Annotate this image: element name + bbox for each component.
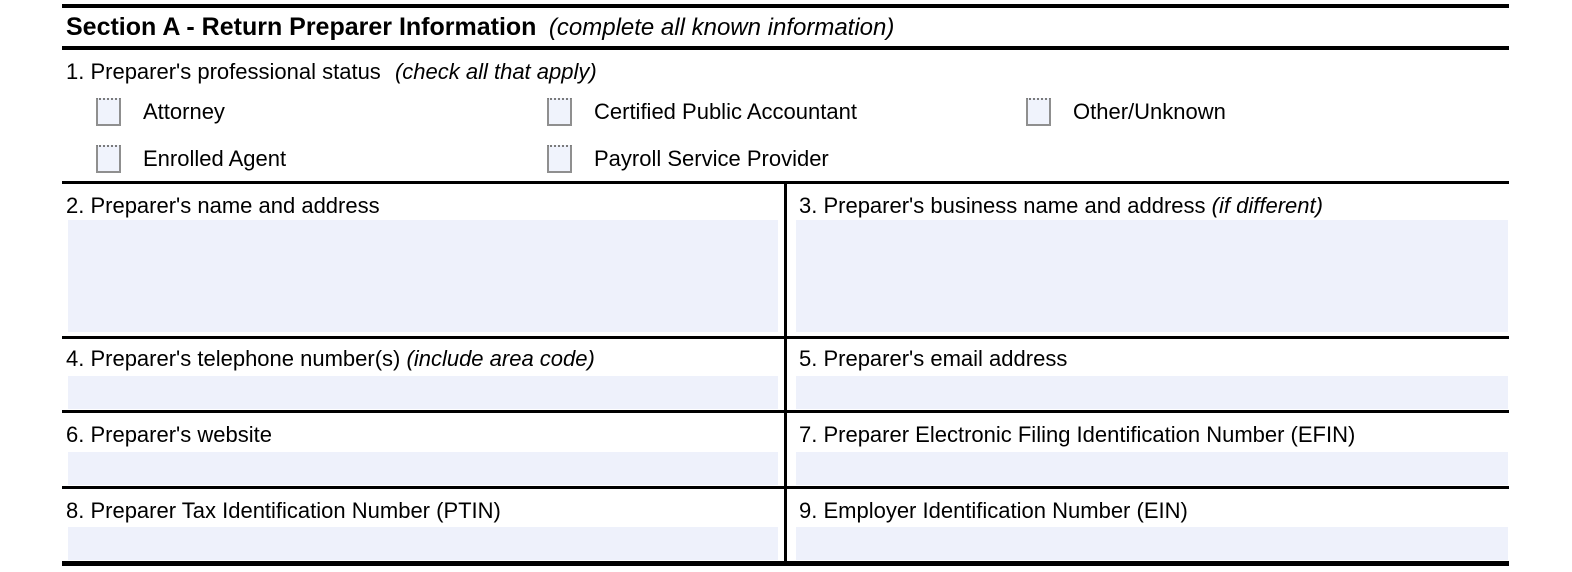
checkbox-option-other-unknown — [1026, 98, 1226, 126]
field-8-label-text: 8. Preparer Tax Identification Number (PTIN) — [66, 498, 501, 523]
header-rule — [62, 46, 1509, 50]
field-7-label — [799, 422, 1355, 448]
preparer-telephone-input[interactable] — [68, 376, 778, 409]
field-7-label-text: 7. Preparer Electronic Filing Identification Number (EFIN) — [799, 422, 1356, 447]
section-header — [66, 13, 894, 42]
preparer-business-name-address-input[interactable] — [796, 220, 1508, 332]
field-6-label — [66, 422, 272, 448]
other-unknown-checkbox[interactable] — [1026, 98, 1051, 126]
field-3-label — [799, 193, 1323, 219]
field-4-label-text: 4. Preparer's telephone number(s) — [66, 346, 401, 371]
row-separator-2 — [62, 336, 1509, 339]
payroll-service-provider-checkbox[interactable] — [547, 145, 572, 173]
checkbox-option-certified-public-accountant — [547, 98, 857, 126]
question1-hint: (check all that apply) — [394, 59, 597, 84]
field-5-label — [799, 346, 1067, 372]
top-rule — [62, 4, 1509, 8]
other-unknown-checkbox-label: Other/Unknown — [1073, 99, 1226, 124]
certified-public-accountant-checkbox[interactable] — [547, 98, 572, 126]
field-9-label — [799, 498, 1188, 524]
field-2-label — [66, 193, 380, 219]
attorney-checkbox-label: Attorney — [143, 99, 225, 124]
enrolled-agent-checkbox[interactable] — [96, 145, 121, 173]
field-4-label — [66, 346, 595, 372]
certified-public-accountant-checkbox-label: Certified Public Accountant — [594, 99, 857, 124]
section-subtitle: (complete all known information) — [548, 14, 895, 41]
preparer-ptin-input[interactable] — [68, 527, 778, 560]
preparer-name-address-input[interactable] — [68, 220, 778, 332]
bottom-rule — [62, 561, 1509, 566]
field-5-label-text: 5. Preparer's email address — [799, 346, 1068, 371]
field-8-label — [66, 498, 501, 524]
field-3-label-text: 3. Preparer's business name and address — [799, 193, 1206, 218]
question1-label: 1. Preparer's professional status — [66, 59, 381, 84]
checkbox-option-attorney — [96, 98, 225, 126]
column-divider — [784, 182, 787, 566]
preparer-email-input[interactable] — [796, 376, 1508, 409]
employer-ein-input[interactable] — [796, 527, 1508, 560]
question1-label-row — [66, 59, 597, 85]
preparer-efin-input[interactable] — [796, 452, 1508, 485]
preparer-website-input[interactable] — [68, 452, 778, 485]
field-3-label-hint: (if different) — [1211, 193, 1323, 218]
checkbox-option-enrolled-agent — [96, 145, 286, 173]
checkbox-option-payroll-service-provider — [547, 145, 829, 173]
section-title: Section A - Return Preparer Information — [66, 13, 537, 41]
enrolled-agent-checkbox-label: Enrolled Agent — [143, 146, 287, 171]
field-2-label-text: 2. Preparer's name and address — [66, 193, 380, 218]
attorney-checkbox[interactable] — [96, 98, 121, 126]
field-4-label-hint: (include area code) — [406, 346, 595, 371]
row-separator-3 — [62, 410, 1509, 413]
field-9-label-text: 9. Employer Identification Number (EIN) — [799, 498, 1188, 523]
payroll-service-provider-checkbox-label: Payroll Service Provider — [594, 146, 829, 171]
field-6-label-text: 6. Preparer's website — [66, 422, 272, 447]
row-separator-4 — [62, 486, 1509, 489]
